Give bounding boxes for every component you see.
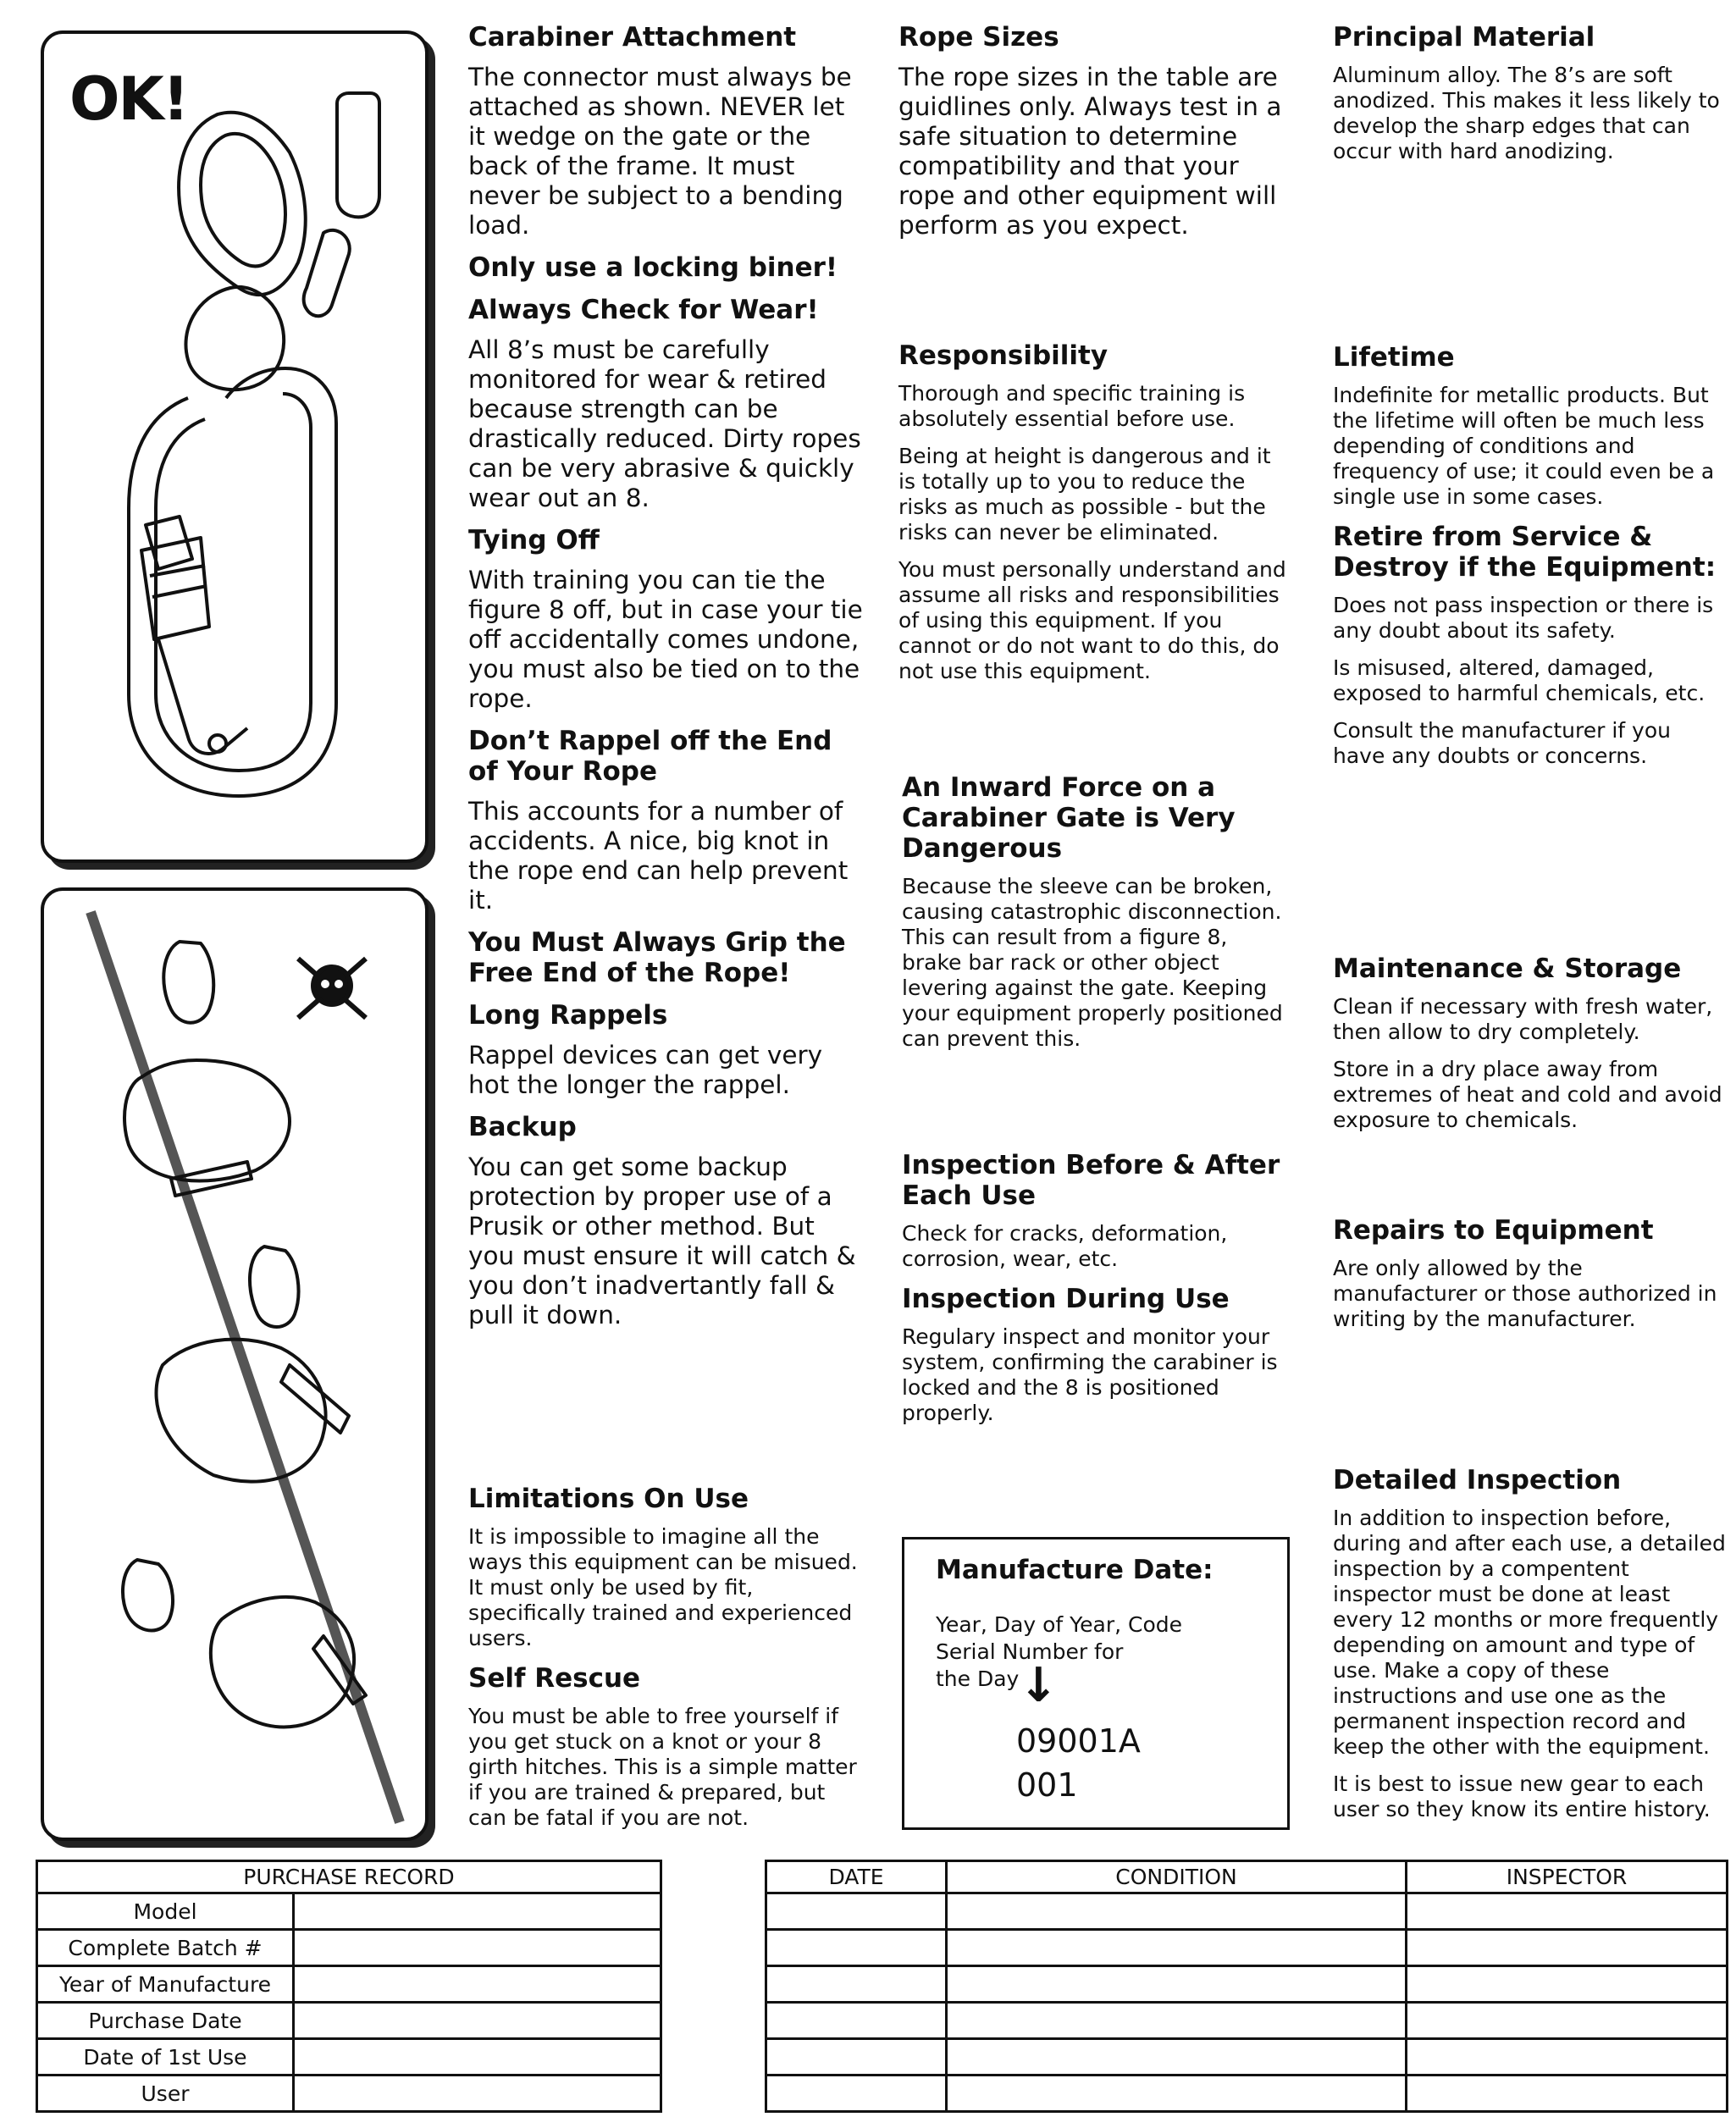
retire-p2: Is misused, altered, damaged, exposed to harmful chemicals, etc. (1333, 655, 1706, 705)
table-row (37, 1893, 661, 1930)
inspection-before-heading: Inspection Before & After Each Use (902, 1150, 1280, 1211)
inspection-header-date: DATE (766, 1861, 947, 1893)
grip-heading: You Must Always Grip the Free End of the Rope! (468, 927, 846, 988)
material-section (1333, 22, 1722, 176)
inspection-section (902, 1150, 1291, 1438)
skull-crossbones-icon (298, 959, 366, 1018)
maintenance-p2: Store in a dry place away from extremes of heat and cold and avoid exposure to chemicals. (1333, 1057, 1722, 1132)
column-2-lower (468, 1484, 866, 1843)
tying-off-text: With training you can tie the figure 8 off, but in case your tie off accidentally comes undone, you must also be tied on to the rope. (468, 566, 863, 713)
manufacture-code-line2: 001 (1016, 1766, 1078, 1804)
responsibility-p2: Being at height is dangerous and it is totally up to you to reduce the risks as much as possible - but the risks can never be eliminated. (898, 444, 1271, 544)
purchase-field-purchase-date[interactable] (294, 2003, 661, 2039)
limitations-heading: Limitations On Use (468, 1484, 749, 1514)
table-row (766, 1966, 1728, 2003)
inspection-log-table (765, 1860, 1728, 2113)
retire-p3: Consult the manufacturer if you have any doubts or concerns. (1333, 718, 1671, 768)
material-heading: Principal Material (1333, 22, 1595, 53)
purchase-field-first-use[interactable] (294, 2039, 661, 2076)
inspection-cell[interactable] (1407, 1893, 1728, 1930)
manufacture-date-line2: Serial Number for (936, 1639, 1124, 1664)
table-row (766, 2039, 1728, 2076)
repairs-section (1333, 1215, 1722, 1344)
purchase-field-model[interactable] (294, 1893, 661, 1930)
arrow-down-icon: ↓ (1019, 1658, 1059, 1713)
ok-label: OK! (69, 64, 188, 134)
illustration-panel-ok (41, 30, 428, 863)
material-text: Aluminum alloy. The 8’s are soft anodized. This makes it less likely to develop the sharp edges that can occur with hard anodizing. (1333, 63, 1720, 163)
table-row (766, 1930, 1728, 1966)
inspection-cell[interactable] (947, 1930, 1407, 1966)
inspection-cell[interactable] (947, 1966, 1407, 2003)
manufacture-date-heading: Manufacture Date: (936, 1555, 1214, 1585)
inspection-cell[interactable] (1407, 1966, 1728, 2003)
inspection-header-inspector: INSPECTOR (1407, 1861, 1728, 1893)
inspection-cell[interactable] (1407, 2039, 1728, 2076)
inspection-cell[interactable] (1407, 2003, 1728, 2039)
rope-sizes-section (898, 22, 1288, 252)
backup-text: You can get some backup protection by proper use of a Prusik or other method. But you must ensure it will catch & you don’t inadvertantly fall & pull it down. (468, 1152, 856, 1329)
detailed-inspection-section (1333, 1465, 1728, 1834)
purchase-row-label: Year of Manufacture (37, 1966, 294, 2003)
table-row (37, 1966, 661, 2003)
detailed-inspection-p2: It is best to issue new gear to each user so they know its entire history. (1333, 1772, 1711, 1821)
responsibility-section (898, 340, 1292, 696)
manufacture-code-line1: 09001A (1016, 1722, 1141, 1760)
limitations-text: It is impossible to imagine all the ways this equipment can be misued. It must only be used by fit, specifically trained and experienced users. (468, 1524, 858, 1650)
rope-sizes-heading: Rope Sizes (898, 22, 1059, 53)
long-rappels-text: Rappel devices can get very hot the longer the rappel. (468, 1041, 823, 1099)
maintenance-p1: Clean if necessary with fresh water, then allow to dry completely. (1333, 994, 1713, 1044)
inspection-header-condition: CONDITION (947, 1861, 1407, 1893)
inward-force-heading: An Inward Force on a Carabiner Gate is Very Dangerous (902, 772, 1236, 864)
figure8-carabiner-illustration (44, 34, 425, 860)
inspection-cell[interactable] (766, 2076, 947, 2112)
maintenance-heading: Maintenance & Storage (1333, 953, 1682, 984)
inspection-cell[interactable] (947, 2076, 1407, 2112)
lifetime-section (1333, 342, 1727, 781)
responsibility-p1: Thorough and specific training is absolutely essential before use. (898, 381, 1246, 431)
dont-rappel-text: This accounts for a number of accidents. A nice, big knot in the rope end can help prevent it. (468, 797, 849, 915)
table-row (37, 2076, 661, 2112)
inward-force-section (902, 772, 1291, 1064)
purchase-record-title: PURCHASE RECORD (37, 1861, 661, 1893)
detailed-inspection-p1: In addition to inspection before, during and after each use, a detailed inspection by a compentent inspector must be done at least every 12 months or more frequently depending on amount and type of use. Make a copy of these instructions and use one as the permanent inspection record and keep the other with the equipment. (1333, 1506, 1726, 1759)
repairs-heading: Repairs to Equipment (1333, 1215, 1654, 1246)
responsibility-heading: Responsibility (898, 340, 1108, 371)
inspection-cell[interactable] (766, 1893, 947, 1930)
self-rescue-heading: Self Rescue (468, 1663, 641, 1694)
table-row (766, 2076, 1728, 2112)
purchase-field-year[interactable] (294, 1966, 661, 2003)
retire-heading: Retire from Service & Destroy if the Equipment: (1333, 522, 1717, 583)
manufacture-date-line3: the Day (936, 1667, 1020, 1691)
lifetime-heading: Lifetime (1333, 342, 1455, 373)
purchase-row-label: Model (37, 1893, 294, 1930)
column-2 (468, 22, 866, 1342)
table-row (766, 2003, 1728, 2039)
locking-biner-heading: Only use a locking biner! (468, 252, 838, 283)
inspection-before-text: Check for cracks, deformation, corrosion, wear, etc. (902, 1221, 1228, 1271)
detailed-inspection-heading: Detailed Inspection (1333, 1465, 1622, 1495)
table-row (37, 2039, 661, 2076)
inspection-during-text: Regulary inspect and monitor your system, confirming the carabiner is locked and the 8 is positioned properly. (902, 1324, 1278, 1425)
tying-off-heading: Tying Off (468, 525, 600, 556)
manufacture-date-line1: Year, Day of Year, Code (936, 1612, 1183, 1637)
illustration-panel-rope (41, 887, 428, 1841)
inspection-cell[interactable] (766, 1930, 947, 1966)
check-wear-text: All 8’s must be carefully monitored for wear & retired because strength can be drastically reduced. Dirty ropes can be very abrasive & quickly wear out an 8. (468, 335, 861, 512)
responsibility-p3: You must personally understand and assume all risks and responsibilities of using this equipment. If you cannot or do not want to do this, do not use this equipment. (898, 557, 1286, 683)
inspection-cell[interactable] (766, 1966, 947, 2003)
purchase-row-label: Purchase Date (37, 2003, 294, 2039)
lifetime-text: Indefinite for metallic products. But the lifetime will often be much less depending of conditions and frequency of use; it could even be a single use in some cases. (1333, 383, 1715, 509)
purchase-row-label: Date of 1st Use (37, 2039, 294, 2076)
purchase-row-label: User (37, 2076, 294, 2112)
inspection-cell[interactable] (766, 2003, 947, 2039)
retire-p1: Does not pass inspection or there is any doubt about its safety. (1333, 593, 1714, 643)
rappel-sequence-illustration (44, 891, 425, 1838)
purchase-record-table (36, 1860, 662, 2113)
inspection-during-heading: Inspection During Use (902, 1284, 1230, 1314)
inward-force-text: Because the sleeve can be broken, causing catastrophic disconnection. This can result from a figure 8, brake bar rack or other object levering against the gate. Keeping your equipment properly positioned can prevent this. (902, 874, 1283, 1051)
purchase-row-label: Complete Batch # (37, 1930, 294, 1966)
rope-sizes-text: The rope sizes in the table are guidlines only. Always test in a safe situation to determine compatibility and that your rope and other equipment will perform as you expect. (898, 63, 1282, 240)
table-row (37, 1930, 661, 1966)
backup-heading: Backup (468, 1112, 577, 1142)
inspection-cell[interactable] (947, 1893, 1407, 1930)
repairs-text: Are only allowed by the manufacturer or those authorized in writing by the manufacturer. (1333, 1256, 1717, 1331)
inspection-cell[interactable] (1407, 1930, 1728, 1966)
purchase-field-user[interactable] (294, 2076, 661, 2112)
table-row (766, 1893, 1728, 1930)
inspection-cell[interactable] (947, 2039, 1407, 2076)
inspection-cell[interactable] (1407, 2076, 1728, 2112)
check-wear-heading: Always Check for Wear! (468, 295, 819, 325)
table-row (37, 2003, 661, 2039)
long-rappels-heading: Long Rappels (468, 1000, 668, 1031)
inspection-cell[interactable] (766, 2039, 947, 2076)
manufacture-date-box (902, 1537, 1290, 1830)
dont-rappel-heading: Don’t Rappel off the End of Your Rope (468, 726, 832, 787)
carabiner-attachment-text: The connector must always be attached as shown. NEVER let it wedge on the gate or the back of the frame. It must never be subject to a bending load. (468, 63, 852, 240)
maintenance-section (1333, 953, 1722, 1145)
purchase-field-batch[interactable] (294, 1930, 661, 1966)
inspection-cell[interactable] (947, 2003, 1407, 2039)
carabiner-attachment-heading: Carabiner Attachment (468, 22, 797, 53)
self-rescue-text: You must be able to free yourself if you get stuck on a knot or your 8 girth hitches. This is a simple matter if you are trained & prepared, but can be fatal if you are not. (468, 1704, 857, 1830)
